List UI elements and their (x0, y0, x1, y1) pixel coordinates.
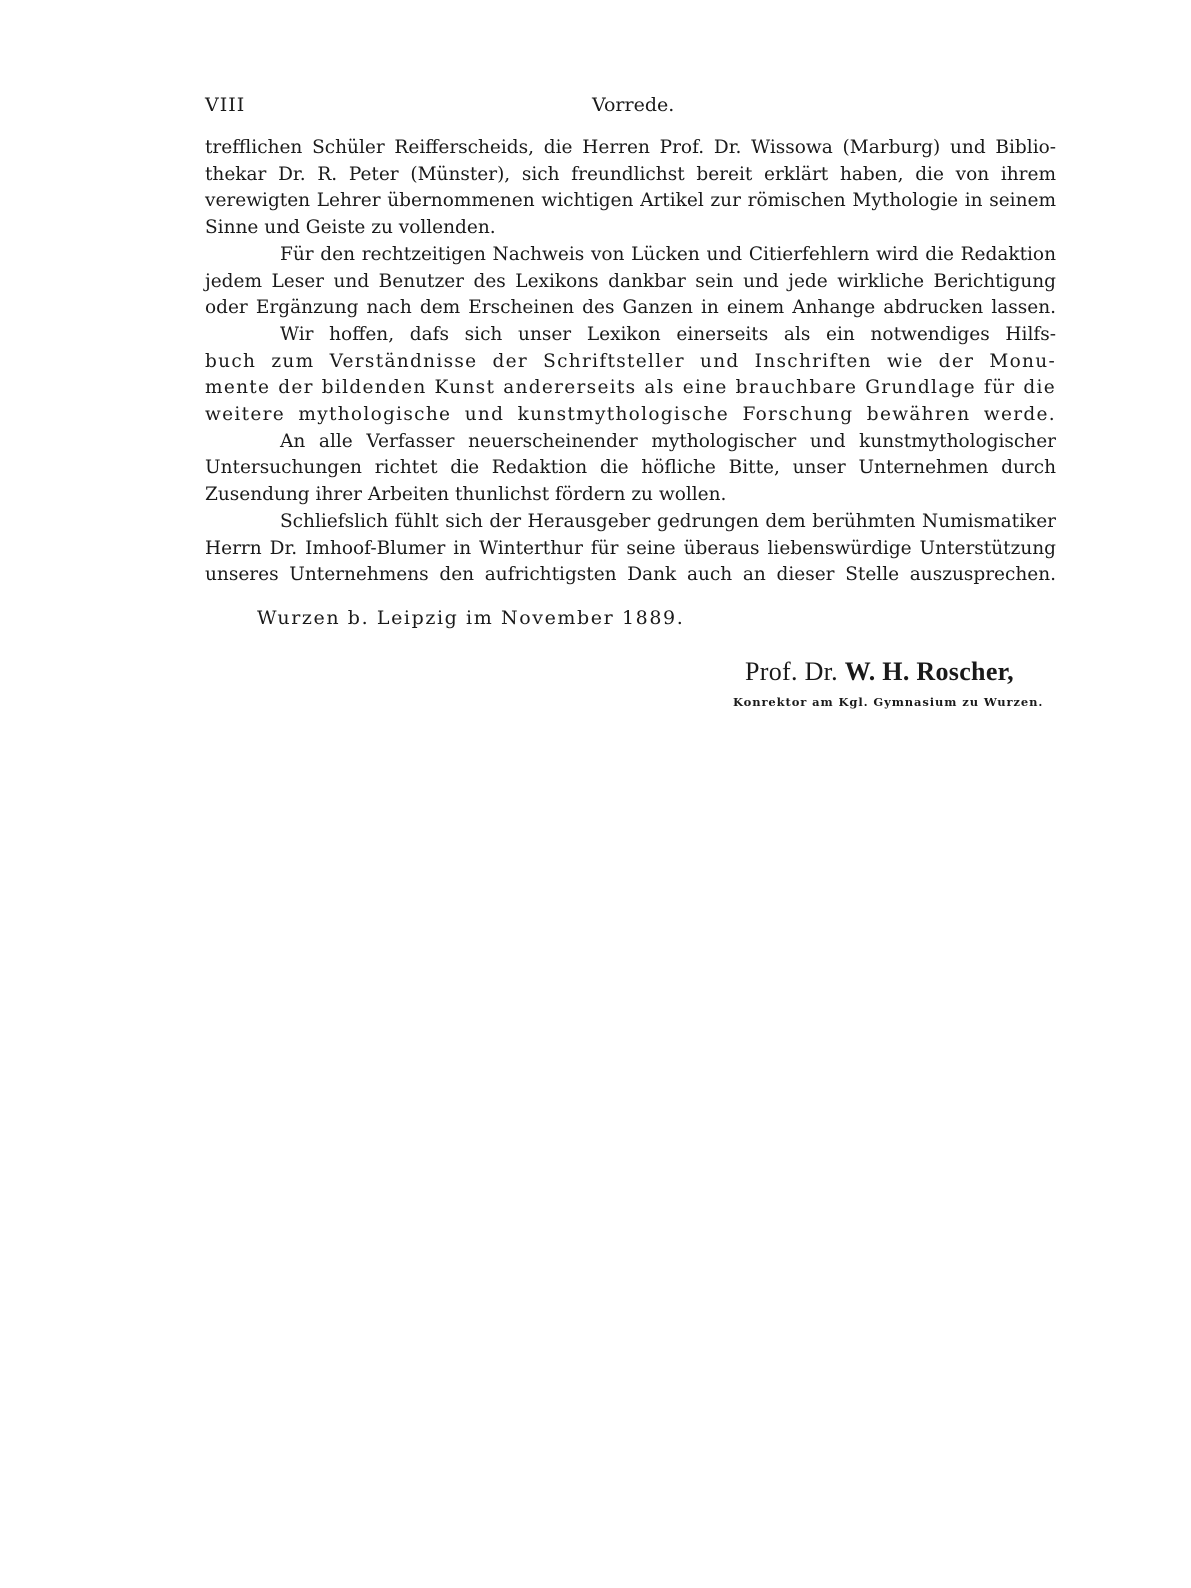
running-head (205, 94, 1056, 120)
text-line: Untersuchungen richtet die Redaktion die höfliche Bitte, unser Unternehmen durch (205, 457, 1056, 479)
text-line: weitere mythologische und kunstmythologische Forschung bewähren werde. (205, 404, 1056, 426)
text-line: Wir hoffen, dafs sich unser Lexikon einerseits als ein notwendiges Hilfs- (280, 323, 1056, 345)
text-line: Schliefslich fühlt sich der Herausgeber gedrungen dem berühmten Numismatiker (280, 510, 1056, 532)
text-line: verewigten Lehrer übernommenen wichtigen Artikel zur römischen Mythologie in seinem (205, 190, 1056, 212)
signature-name: W. H. Roscher, (844, 657, 1014, 686)
affiliation: Konrektor am Kgl. Gymnasium zu Wurzen. (733, 695, 1044, 709)
text-line: mente der bildenden Kunst andererseits als eine brauchbare Grundlage für die (205, 377, 1056, 399)
signature (745, 657, 1014, 687)
text-line: jedem Leser und Benutzer des Lexikons dankbar sein und jede wirkliche Berichtigung (205, 270, 1056, 292)
text-line: unseres Unternehmens den aufrichtigsten Dank auch an dieser Stelle auszusprechen. (205, 564, 1056, 586)
text-line: trefflichen Schüler Reifferscheids, die Herren Prof. Dr. Wissowa (Marburg) und Biblio- (205, 137, 1056, 158)
body-text (205, 135, 1056, 589)
text-line: Zusendung ihrer Arbeiten thunlichst fördern zu wollen. (205, 484, 727, 506)
text-line: oder Ergänzung nach dem Erscheinen des Ganzen in einem Anhange abdrucken lassen. (205, 297, 1056, 319)
page-number: VIII (205, 94, 246, 116)
text-line: An alle Verfasser neuerscheinender mythologischer und kunstmythologischer (280, 430, 1056, 452)
text-line: thekar Dr. R. Peter (Münster), sich freundlichst bereit erklärt haben, die von ihrem (205, 163, 1056, 185)
text-line: buch zum Verständnisse der Schriftsteller und Inschriften wie der Monu- (205, 350, 1056, 372)
section-title: Vorrede. (592, 94, 675, 116)
text-line: Sinne und Geiste zu vollenden. (205, 217, 496, 239)
text-line: Für den rechtzeitigen Nachweis von Lücken und Citierfehlern wird die Redaktion (280, 243, 1056, 265)
signature-prefix: Prof. Dr. (745, 657, 845, 686)
place-date: Wurzen b. Leipzig im November 1889. (257, 607, 685, 629)
text-line: Herrn Dr. Imhoof-Blumer in Winterthur für seine überaus liebenswürdige Unterstützung (205, 537, 1056, 559)
